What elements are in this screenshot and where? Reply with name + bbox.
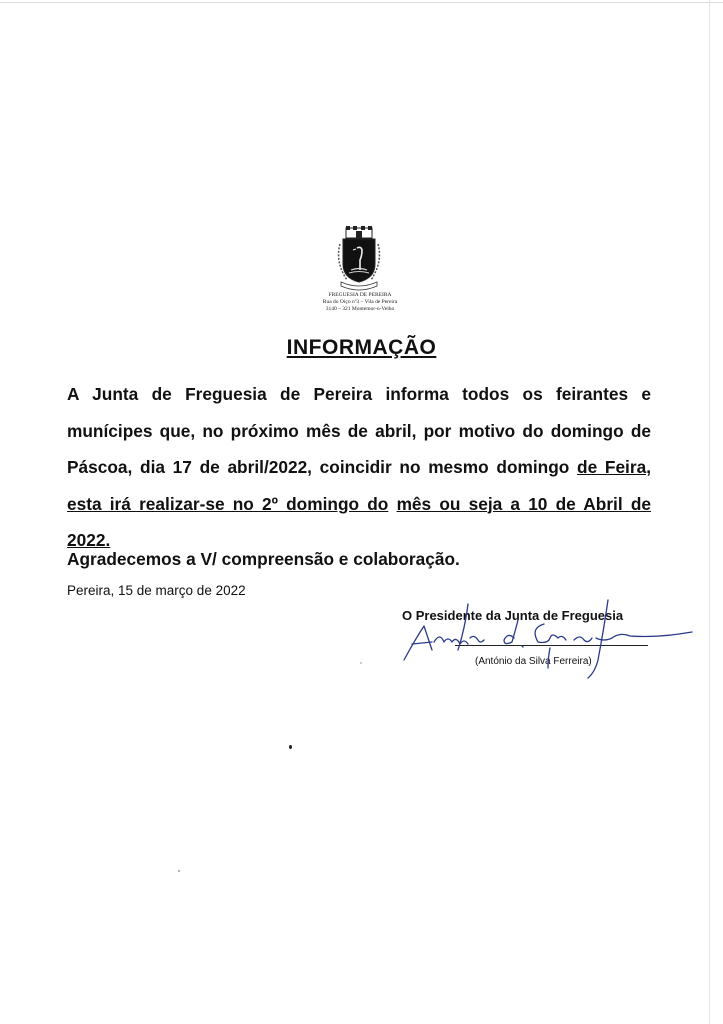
scan-top-edge — [0, 2, 723, 3]
signatory-role: O Presidente da Junta de Freguesia — [402, 608, 624, 623]
signatory-name: (António da Silva Ferreira) — [475, 656, 592, 667]
org-name: FREGUESIA DE PEREIRA — [328, 292, 392, 298]
address-line-2: 3140 – 321 Montemor-o-Velho — [325, 306, 395, 312]
scan-right-edge — [709, 0, 710, 1024]
scan-speck — [289, 745, 292, 749]
body-text-1: A Junta de Freguesia de Pereira informa todos os feirantes e munícipes que, no próximo mês de abril, por motivo do domingo de Páscoa, dia 17 de abril/2022, coincidir no mesmo domingo — [67, 384, 651, 477]
body-text-2 — [388, 494, 396, 514]
page-title: INFORMAÇÃO — [286, 336, 437, 359]
body-underlined-2: mês ou seja a 10 de Abril de 2022. — [67, 493, 651, 550]
place-date: Pereira, 15 de março de 2022 — [67, 583, 246, 598]
notice-body — [67, 376, 651, 559]
thanks-line: Agradecemos a V/ compreensão e colaboração. — [67, 549, 460, 569]
body-underlined-1: de Feira, esta irá realizar-se no 2º domingo do — [67, 457, 651, 514]
scan-speck — [360, 662, 362, 664]
scan-speck — [178, 870, 180, 872]
handwritten-signature — [398, 598, 698, 688]
address-line-1: Rua do Oiço nº3 – Vila de Pereira — [322, 299, 398, 305]
letterhead-address — [280, 292, 440, 313]
coat-of-arms-icon — [331, 226, 387, 292]
